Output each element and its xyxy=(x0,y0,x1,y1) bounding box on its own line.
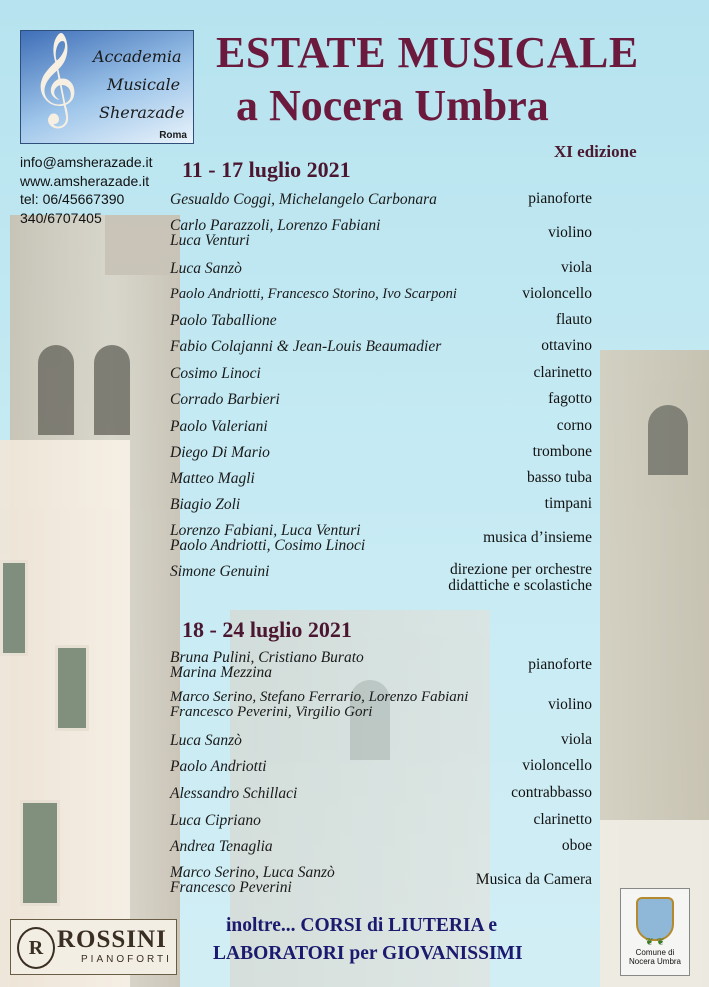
logo-city: Roma xyxy=(159,130,187,141)
teacher-names: Diego Di Mario xyxy=(170,443,270,461)
building-window xyxy=(20,800,60,906)
teacher-names: Luca Sanzò xyxy=(170,259,242,277)
sponsor-subtitle: PIANOFORTI xyxy=(81,954,172,965)
contact-phone: tel: 06/45667390 xyxy=(20,191,125,207)
course-row xyxy=(170,417,592,435)
poster-title: ESTATE MUSICALE xyxy=(216,28,639,77)
treble-clef-icon: 𝄞 xyxy=(31,35,79,123)
comune-line2: Nocera Umbra xyxy=(628,957,681,966)
course-row xyxy=(170,259,592,277)
course-row xyxy=(170,217,592,249)
edition-label: XI edizione xyxy=(554,142,637,161)
teacher-names: Marco Serino, Luca Sanzò Francesco Peverini xyxy=(170,864,335,896)
teacher-names: Cosimo Linoci xyxy=(170,364,261,382)
building-left xyxy=(0,440,130,987)
instrument: trombone xyxy=(532,443,592,460)
instrument: clarinetto xyxy=(533,811,592,828)
teacher-names: Gesualdo Coggi, Michelangelo Carbonara xyxy=(170,190,437,208)
extra-courses-line2: LABORATORI per GIOVANISSIMI xyxy=(213,943,523,964)
instrument: oboe xyxy=(561,837,592,854)
instrument: clarinetto xyxy=(533,364,592,381)
sponsor-brand: ROSSINI xyxy=(57,926,167,953)
instrument: violino xyxy=(548,696,592,713)
comune-logo xyxy=(620,888,690,976)
course-row xyxy=(170,757,592,775)
instrument: pianoforte xyxy=(528,656,592,673)
comune-line1: Comune di xyxy=(635,948,675,957)
period-1-dates: 11 - 17 luglio 2021 xyxy=(182,157,351,182)
instrument: corno xyxy=(556,417,592,434)
teacher-names: Andrea Tenaglia xyxy=(170,837,273,855)
instrument: violoncello xyxy=(522,757,592,774)
instrument: pianoforte xyxy=(528,190,592,207)
tower-window xyxy=(648,405,688,475)
teacher-names: Luca Sanzò xyxy=(170,731,242,749)
contact-info xyxy=(20,153,153,227)
instrument: fagotto xyxy=(548,390,592,407)
building-window xyxy=(55,645,89,731)
instrument: ottavino xyxy=(541,337,592,354)
course-row xyxy=(170,731,592,749)
course-row xyxy=(170,337,592,355)
laurel-icon: ❦ ❦ xyxy=(645,937,665,948)
instrument: violoncello xyxy=(522,285,592,302)
poster-subtitle: a Nocera Umbra xyxy=(236,81,549,130)
teacher-names: Paolo Valeriani xyxy=(170,417,268,435)
teacher-names: Paolo Taballione xyxy=(170,311,277,329)
rossini-emblem-icon: R xyxy=(17,927,55,969)
teacher-names: Corrado Barbieri xyxy=(170,390,280,408)
teacher-names: Biagio Zoli xyxy=(170,495,241,513)
instrument: direzione per orchestre didattiche e scolastiche xyxy=(448,561,592,594)
logo-line: Accademia xyxy=(93,47,182,66)
teacher-names: Luca Cipriano xyxy=(170,811,261,829)
teacher-names: Paolo Andriotti, Francesco Storino, Ivo Scarponi xyxy=(170,285,457,302)
tower-window xyxy=(38,345,74,435)
teacher-names: Bruna Pulini, Cristiano Burato Marina Mezzina xyxy=(170,649,364,681)
course-row xyxy=(170,285,592,303)
contact-email[interactable]: info@amsherazade.it xyxy=(20,154,153,170)
course-row xyxy=(170,562,592,596)
academy-logo xyxy=(20,30,194,144)
course-row xyxy=(170,190,592,208)
instrument: violino xyxy=(548,224,592,241)
course-row xyxy=(170,311,592,329)
instrument: basso tuba xyxy=(526,469,592,486)
course-row xyxy=(170,495,592,513)
period-2-dates: 18 - 24 luglio 2021 xyxy=(182,617,352,642)
instrument: viola xyxy=(561,731,592,748)
course-row xyxy=(170,864,592,896)
teacher-names: Paolo Andriotti xyxy=(170,757,267,775)
teacher-names: Matteo Magli xyxy=(170,469,255,487)
period-1-courses xyxy=(170,190,592,596)
extra-courses-line1: inoltre... CORSI di LIUTERIA e xyxy=(226,915,498,936)
period-2-courses xyxy=(170,649,592,896)
teacher-names: Lorenzo Fabiani, Luca Venturi Paolo Andriotti, Cosimo Linoci xyxy=(170,522,366,554)
course-row xyxy=(170,522,592,554)
teacher-names: Carlo Parazzoli, Lorenzo Fabiani Luca Venturi xyxy=(170,217,381,249)
instrument: flauto xyxy=(555,311,592,328)
crest-icon xyxy=(636,897,674,941)
instrument: timpani xyxy=(544,495,592,512)
course-row xyxy=(170,390,592,408)
course-row xyxy=(170,443,592,461)
building-window xyxy=(0,560,28,656)
teacher-names: Fabio Colajanni & Jean-Louis Beaumadier xyxy=(170,337,442,355)
logo-line: Sherazade xyxy=(99,103,185,122)
instrument: viola xyxy=(561,259,592,276)
course-row xyxy=(170,837,592,855)
contact-website[interactable]: www.amsherazade.it xyxy=(20,172,150,189)
course-row xyxy=(170,689,592,721)
contact-mobile: 340/6707405 xyxy=(20,209,102,226)
tower-window xyxy=(94,345,130,435)
course-row xyxy=(170,364,592,382)
teacher-names: Simone Genuini xyxy=(170,563,270,580)
course-row xyxy=(170,469,592,487)
instrument: musica d’insieme xyxy=(483,529,592,546)
instrument: Musica da Camera xyxy=(475,871,592,888)
course-row xyxy=(170,649,592,681)
teacher-names: Alessandro Schillaci xyxy=(170,784,298,802)
instrument: contrabbasso xyxy=(511,784,592,801)
rossini-pianoforti-logo xyxy=(10,919,177,975)
logo-line: Musicale xyxy=(107,75,181,94)
teacher-names: Marco Serino, Stefano Ferrario, Lorenzo Fabiani Francesco Peverini, Virgilio Gori xyxy=(170,689,469,720)
course-row xyxy=(170,811,592,829)
course-row xyxy=(170,784,592,802)
